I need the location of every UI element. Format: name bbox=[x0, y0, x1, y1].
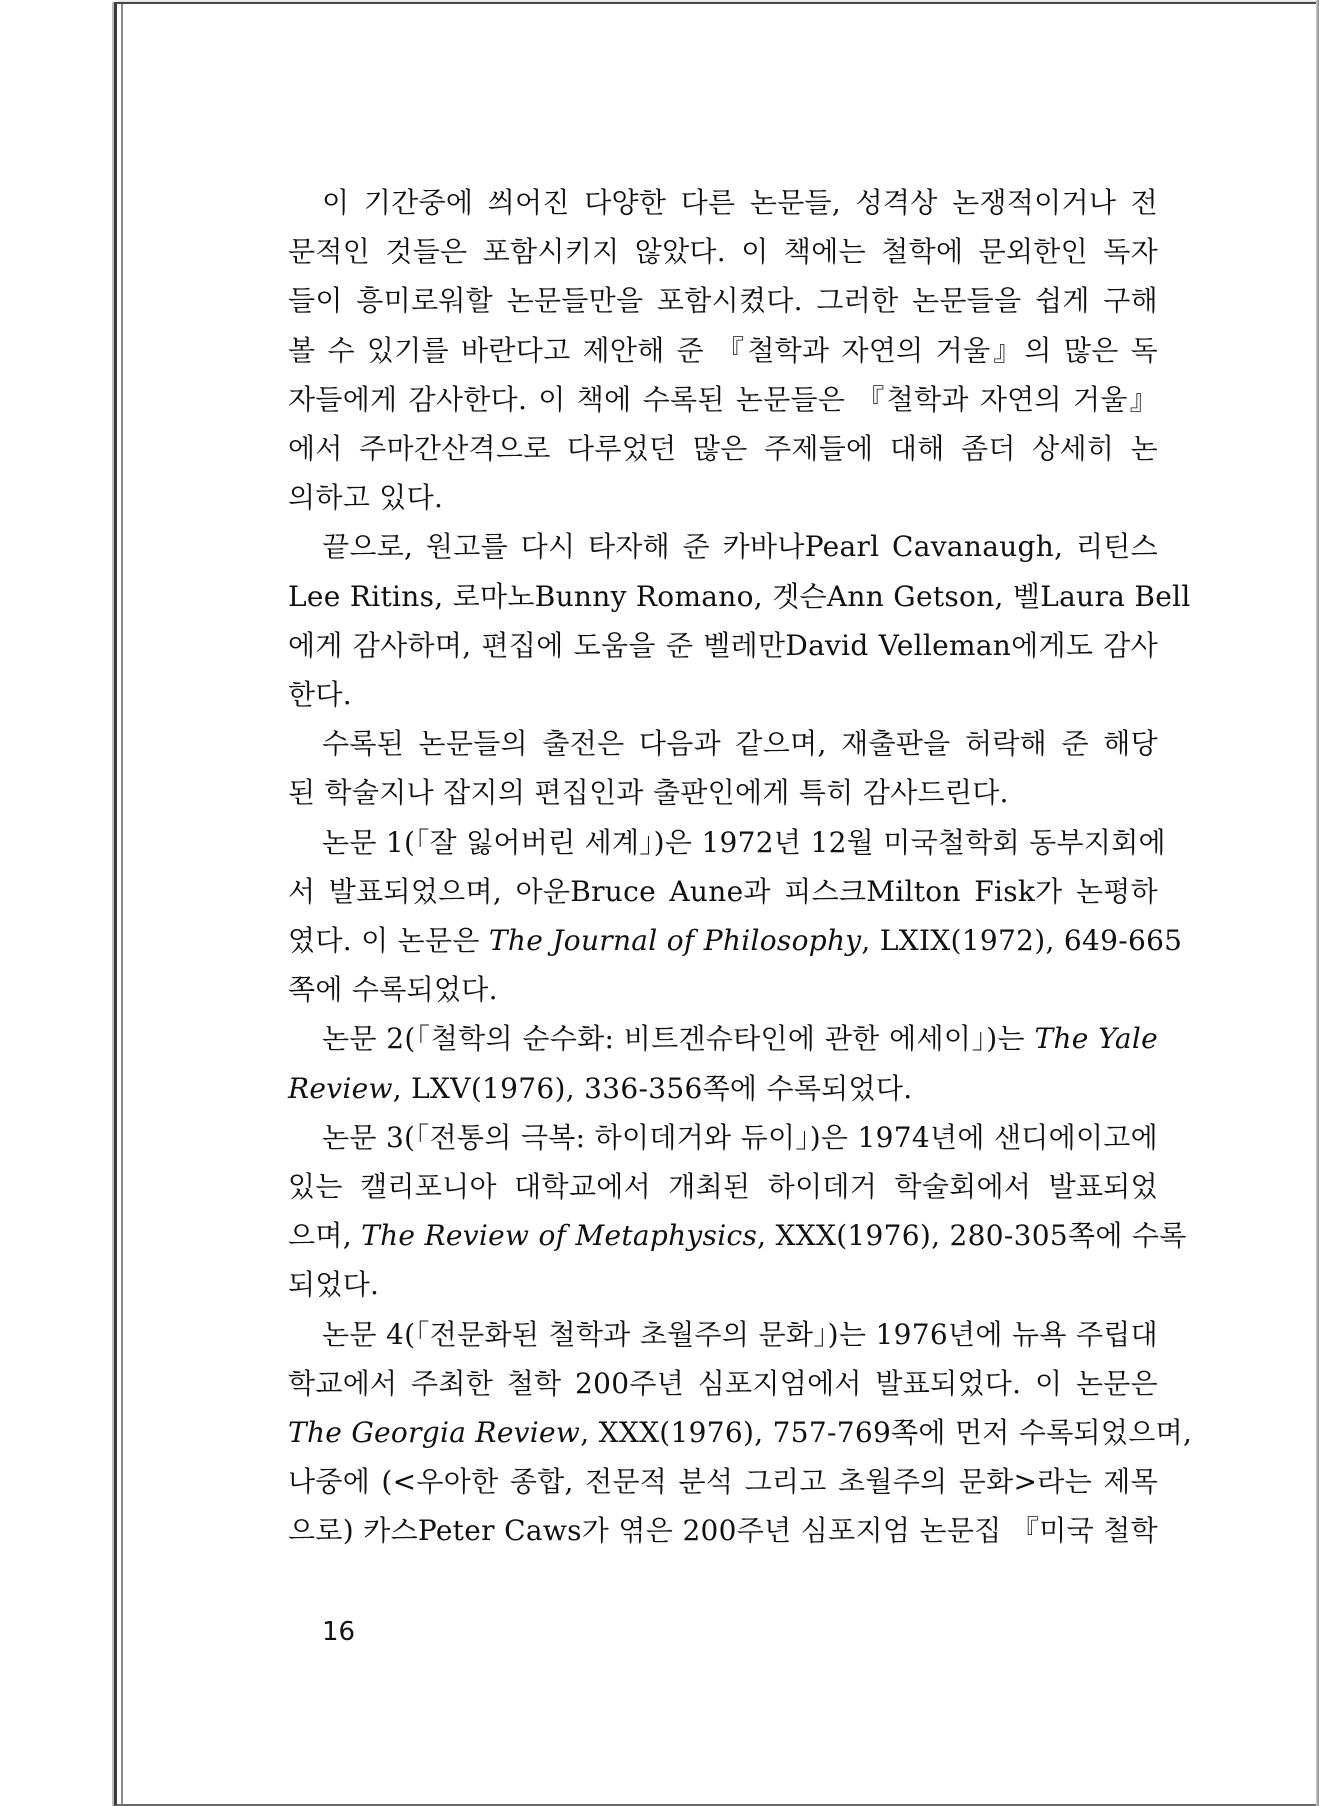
text-line: 논문 3(「전통의 극복: 하이데거와 듀이」)은 1974년에 샌디에이고에 bbox=[322, 1120, 1158, 1154]
text-line: 쪽에 수록되었다. bbox=[288, 973, 498, 1007]
paragraph bbox=[288, 1310, 1193, 1556]
text-line: 문적인 것들은 포함시키지 않았다. 이 책에는 철학에 문외한인 독자 bbox=[288, 235, 1158, 269]
text-line: 끝으로, 원고를 다시 타자해 준 카바나Pearl Cavanaugh, 리틴스 bbox=[322, 530, 1158, 564]
text-line: 에서 주마간산격으로 다루었던 많은 주제들에 대해 좀더 상세히 논 bbox=[288, 432, 1158, 466]
text-line: 자들에게 감사한다. 이 책에 수록된 논문들은 『철학과 자연의 거울』 bbox=[288, 382, 1158, 416]
text-line: 서 발표되었으며, 아운Bruce Aune과 피스크Milton Fisk가 논평하 bbox=[288, 874, 1158, 908]
text-line: 논문 4(「전문화된 철학과 초월주의 문화」)는 1976년에 뉴욕 주립대 bbox=[322, 1317, 1158, 1351]
text-line: 논문 1(「잘 잃어버린 세계」)은 1972년 12월 미국철학회 동부지회에 bbox=[322, 825, 1166, 859]
paragraph bbox=[288, 818, 1183, 1015]
text-line: 한다. bbox=[288, 678, 352, 712]
text-line: 학교에서 주최한 철학 200주년 심포지엄에서 발표되었다. 이 논문은 bbox=[288, 1366, 1158, 1400]
text-line: The Georgia Review, XXX(1976), 757-769쪽에 먼저 수록되었으며, bbox=[288, 1416, 1193, 1450]
text-line: Lee Ritins, 로마노Bunny Romano, 겟슨Ann Getson, 벨Laura Bell bbox=[288, 579, 1191, 613]
text-line: Review, LXV(1976), 336-356쪽에 수록되었다. bbox=[288, 1071, 913, 1105]
text-line: 볼 수 있기를 바란다고 제안해 준 『철학과 자연의 거울』의 많은 독 bbox=[288, 333, 1158, 367]
text-line: 나중에 (<우아한 종합, 전문적 분석 그리고 초월주의 문화>라는 제목 bbox=[288, 1465, 1158, 1499]
text-line: 의하고 있다. bbox=[288, 481, 444, 515]
body-text bbox=[288, 178, 1193, 1556]
paragraph bbox=[288, 1014, 1158, 1112]
text-line: 논문 2(「철학의 순수화: 비트겐슈타인에 관한 에세이」)는 The Yale bbox=[322, 1022, 1158, 1056]
paragraph bbox=[288, 178, 1158, 522]
text-line: 으며, The Review of Metaphysics, XXX(1976), 280-305쪽에 수록 bbox=[288, 1219, 1187, 1253]
paragraph bbox=[288, 522, 1191, 719]
text-line: 으로) 카스Peter Caws가 엮은 200주년 심포지엄 논문집 『미국 철학 bbox=[288, 1514, 1158, 1548]
text-line: 였다. 이 논문은 The Journal of Philosophy, LXIX(1972), 649-665 bbox=[288, 924, 1183, 958]
text-line: 있는 캘리포니아 대학교에서 개최된 하이데거 학술회에서 발표되었 bbox=[288, 1170, 1158, 1204]
paragraph bbox=[288, 719, 1158, 817]
text-line: 에게 감사하며, 편집에 도움을 준 벨레만David Velleman에게도 감사 bbox=[288, 628, 1158, 662]
text-line: 된 학술지나 잡지의 편집인과 출판인에게 특히 감사드린다. bbox=[288, 776, 1009, 810]
text-line: 되었다. bbox=[288, 1268, 380, 1302]
page-number: 16 bbox=[322, 1617, 356, 1647]
paragraph bbox=[288, 1113, 1187, 1310]
text-line: 수록된 논문들의 출전은 다음과 같으며, 재출판을 허락해 준 해당 bbox=[322, 727, 1158, 761]
text-line: 들이 흥미로워할 논문들만을 포함시켰다. 그러한 논문들을 쉽게 구해 bbox=[288, 284, 1158, 318]
text-line: 이 기간중에 씌어진 다양한 다른 논문들, 성격상 논쟁적이거나 전 bbox=[322, 186, 1158, 219]
